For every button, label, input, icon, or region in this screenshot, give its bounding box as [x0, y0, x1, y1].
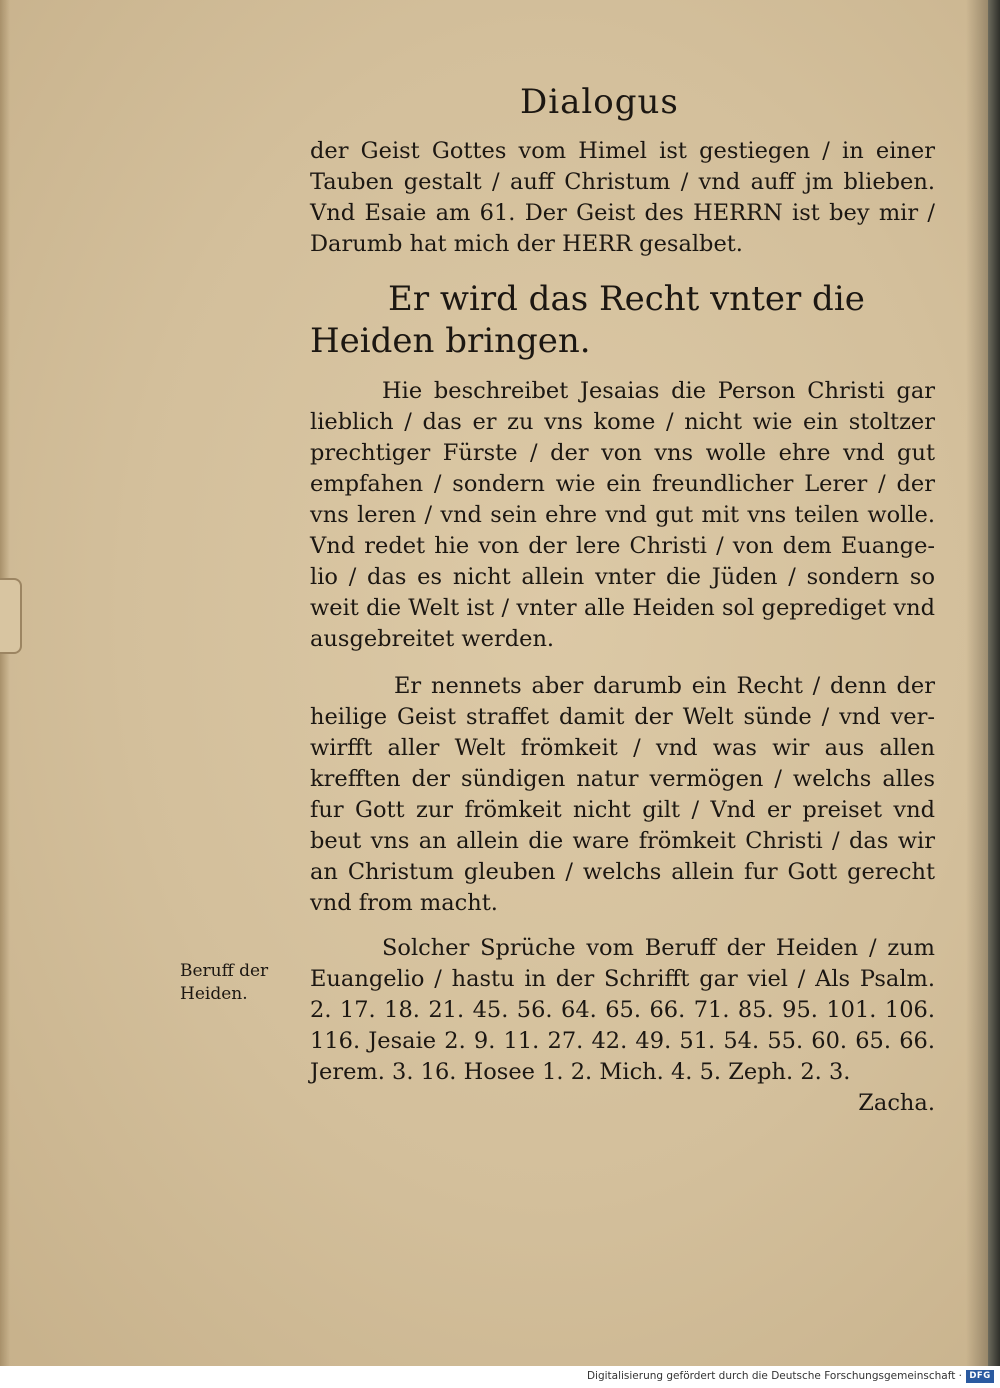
- catchword: Zacha.: [858, 1090, 935, 1116]
- main-text: [310, 136, 935, 1142]
- footer-credit: Digitalisierung gefördert durch die Deutsche Forschungsgemeinschaft ·: [586, 1370, 962, 1382]
- clip-tab: [0, 578, 22, 654]
- paragraph-2: Hie beschreibet Jesaias die Person Christi gar lieblich / das er zu vns kome / nicht wie ein stoltzer prechtiger Fürste / der von vns wolle ehre vnd gut empfahen / sondern wie ein freundlicher Lerer / der vns leren / vnd sein ehre vnd gut mit vns teilen wolle. Vnd redet hie von der lere Christi / von dem Euangelio / das es nicht allein vnter die Jüden / sondern so weit die Welt ist / vnter alle Heiden sol geprediget vnd ausgebreitet werden.: [310, 378, 935, 652]
- paragraph-3: Er nennets aber darumb ein Recht / denn der heilige Geist straffet damit der Welt sünde / vnd verwirfft aller Welt frömkeit / vnd was wir aus allen krefften der sündigen natur vermögen / welchs alles fur Gott zur frömkeit nicht gilt / Vnd er preiset vnd beut vns an allein die ware frömkeit Christi / das wir an Christum gleuben / welchs allein fur Gott gerecht vnd from macht.: [310, 673, 935, 916]
- right-edge-shadow: [966, 0, 988, 1366]
- dfg-logo-icon: DFG: [966, 1370, 994, 1383]
- marginal-note: Beruff der Heiden.: [180, 961, 269, 1004]
- footer-bar: [0, 1366, 1000, 1388]
- book-binding-edge: [988, 0, 1000, 1366]
- running-head: Dialogus: [520, 82, 679, 122]
- left-page-edge: [0, 0, 10, 1366]
- paragraph-1: der Geist Gottes vom Himel ist gestiegen / in einer Tauben gestalt / auff Christum / vnd auff jm blieben. Vnd Esaie am 61. Der Geist des HERRN ist bey mir / Darumb hat mich der HERR gesalbet.: [310, 138, 935, 257]
- paragraph-4: Solcher Sprüche vom Beruff der Heiden / zum Euangelio / hastu in der Schrifft gar viel / Als Psalm. 2. 17. 18. 21. 45. 56. 64. 65. 66. 71. 85. 95. 101. 106. 116. Jesaie 2. 9. 11. 27. 42. 49. 51. 54. 55. 60. 65. 66. Jerem. 3. 16. Hosee 1. 2. Mich. 4. 5. Zeph. 2. 3.: [310, 935, 935, 1085]
- section-heading: Er wird das Recht vnter die Heiden bringen.: [310, 279, 865, 361]
